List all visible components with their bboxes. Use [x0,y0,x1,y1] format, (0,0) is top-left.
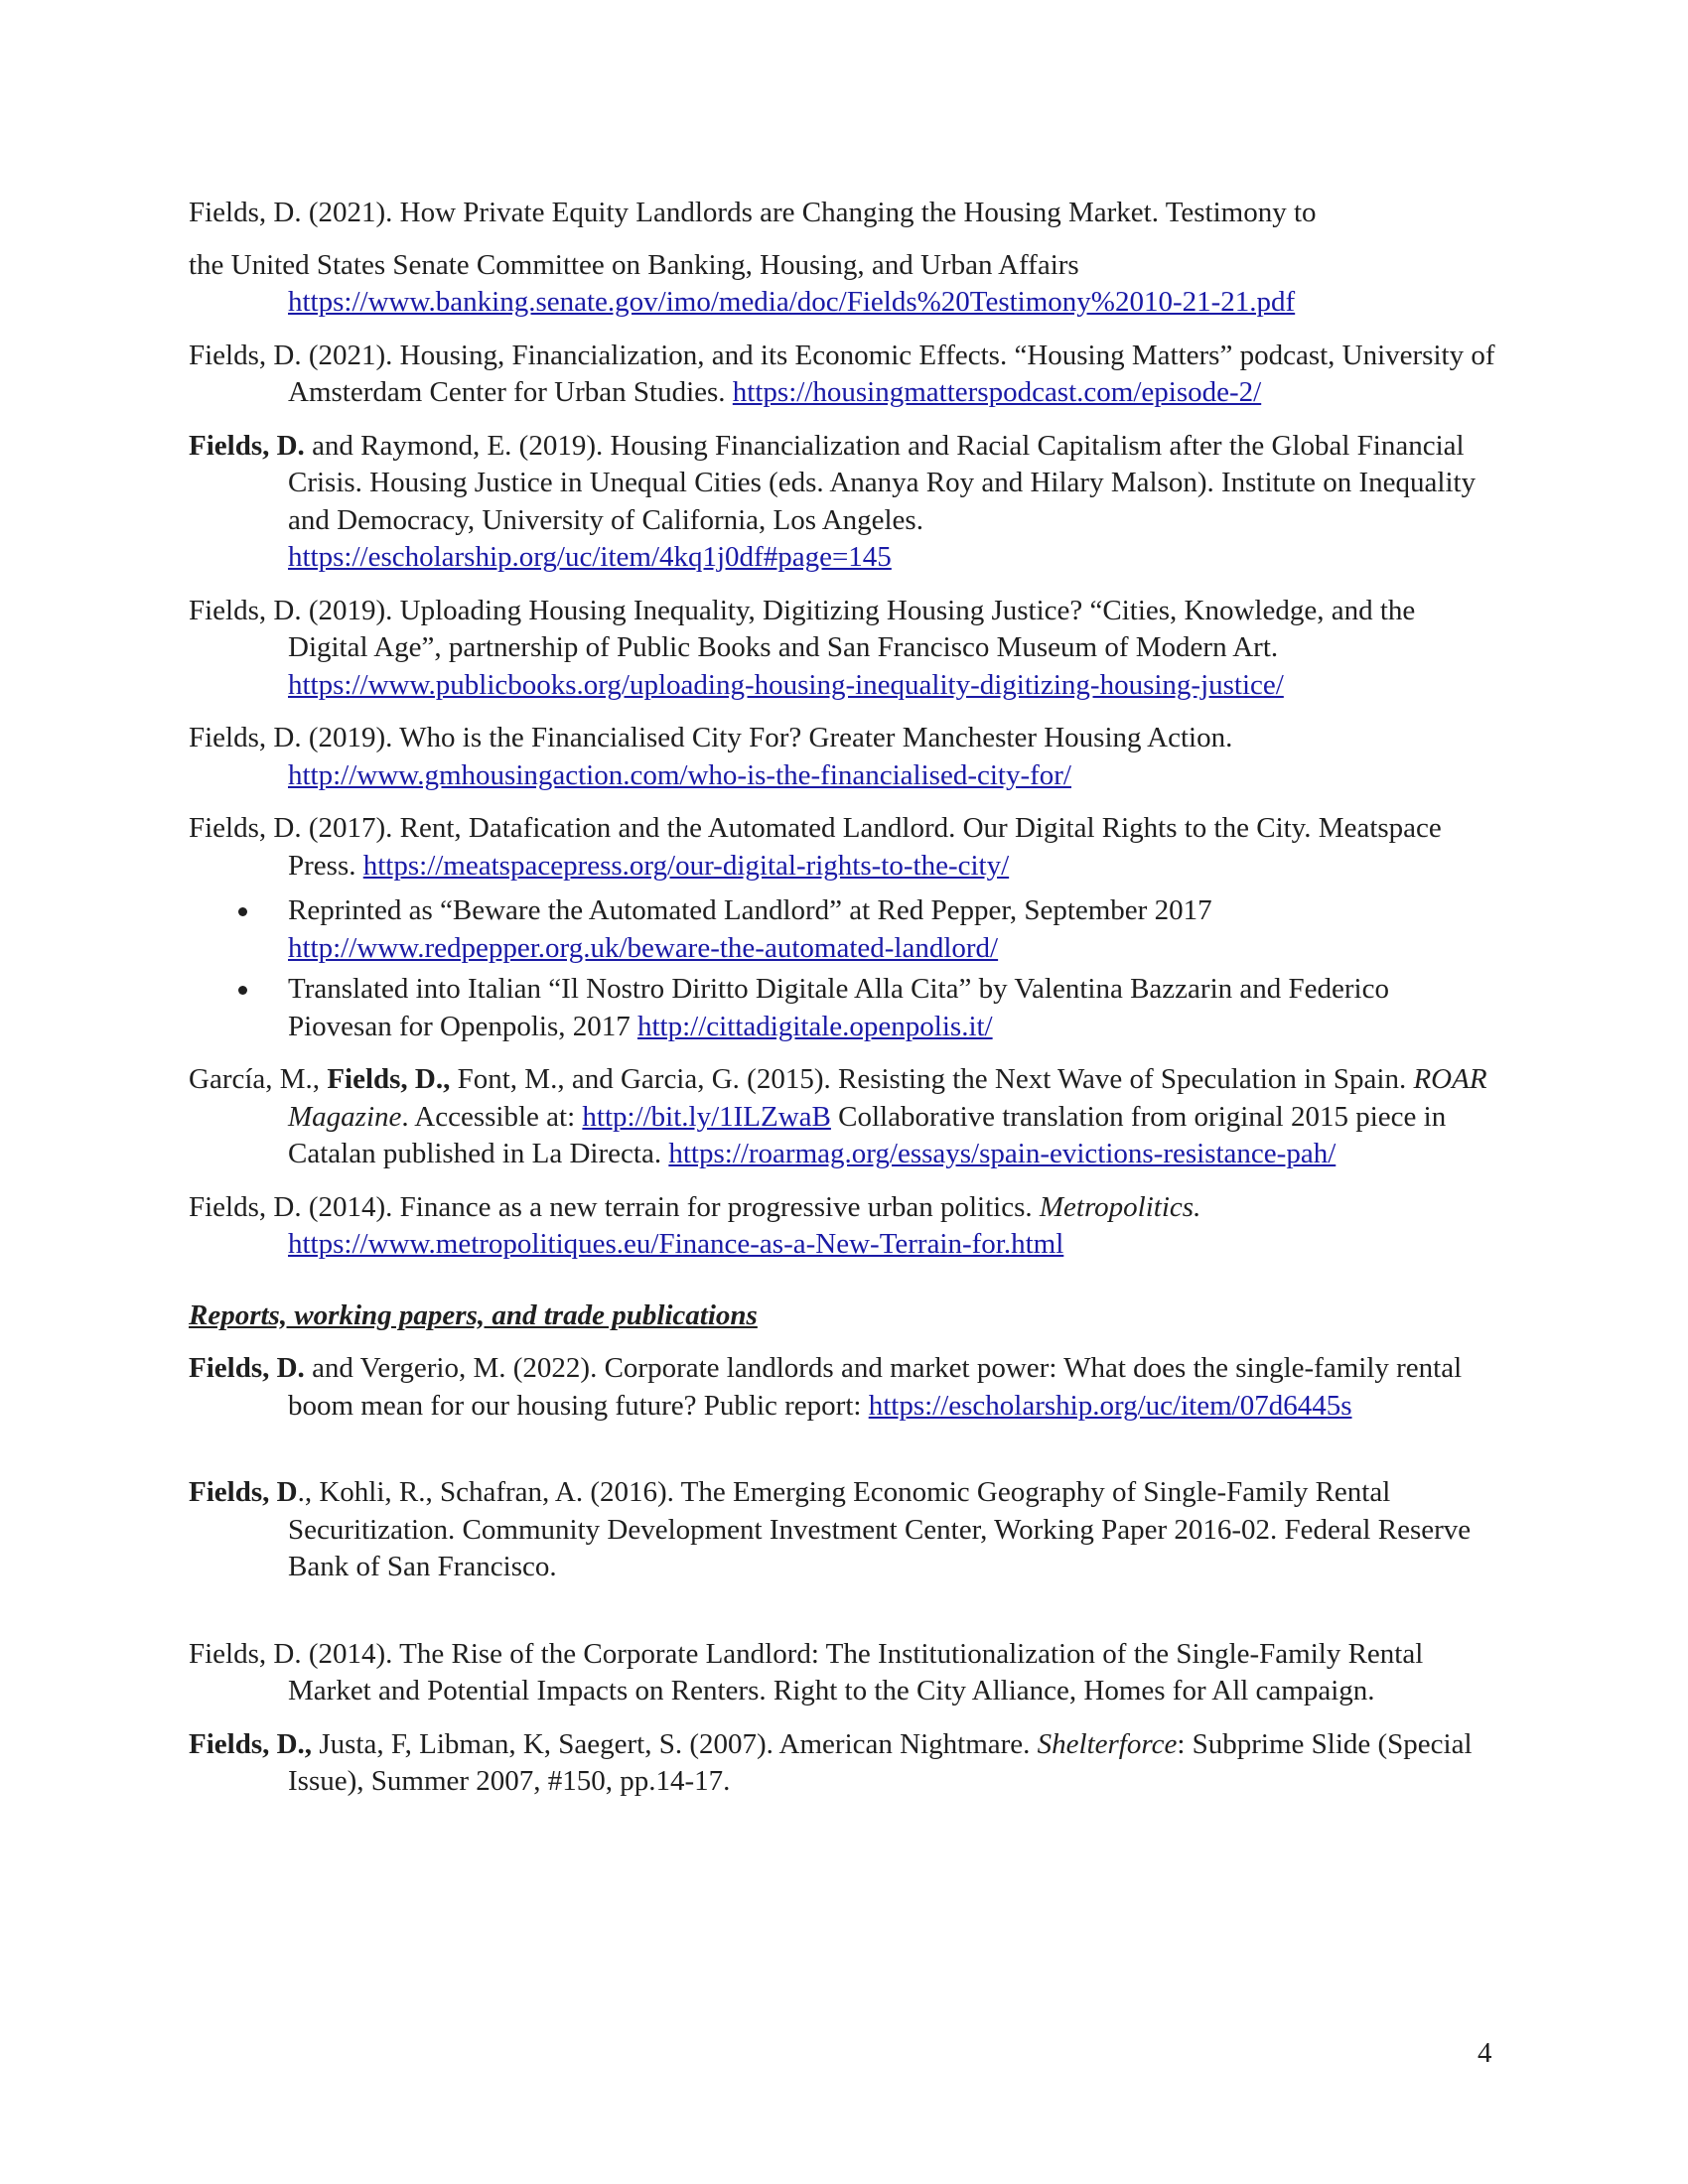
publication-entry [189,1474,1499,1586]
author: García, M., [189,1063,328,1095]
citation-link[interactable]: http://bit.ly/1ILZwaB [582,1100,831,1133]
citation-text: Justa, F, Libman, K, Saegert, S. (2007). American Nightmare. [312,1727,1038,1760]
citation-link[interactable]: https://www.metropolitiques.eu/Finance-as-a-New-Terrain-for.html [288,1228,1064,1260]
citation-text: (2021). Housing, Financialization, and its Economic Effects. “Housing Matters” podcast, University of Amsterdam Center for Urban Studies. [288,339,1495,408]
publication-entry [189,720,1499,794]
bullet-text: Translated into Italian “Il Nostro Diritto Digitale Alla Cita” by Valentina Bazzarin and Federico Piovesan for Openpolis, 2017 [288,973,1389,1042]
author-bold: Fields, D. [189,429,305,462]
publication-entry [189,1726,1499,1801]
citation-link[interactable]: http://www.redpepper.org.uk/beware-the-automated-landlord/ [288,931,999,964]
journal-title: Shelterforce [1037,1727,1178,1760]
author: Fields, D. [189,1190,302,1223]
publication-entry [189,195,1499,322]
publication-entry [189,1350,1499,1425]
publication-entry [189,338,1499,412]
author: Fields, D. [189,1637,302,1670]
author-bold: Fields, D [189,1476,298,1508]
citation-text: : Subprime Slide (Special Issue), Summer 2007, #150, pp.14-17. [288,1727,1473,1797]
publication-entry [189,1189,1499,1264]
citation-text: (2017). Rent, Datafication and the Automated Landlord. Our Digital Rights to the City. Meatspace Press. [288,812,1442,882]
bullet-icon [238,986,247,995]
list-item [189,971,1499,1045]
author-bold: Fields, D. [189,1352,305,1384]
citation-text: and Vergerio, M. (2022). Corporate landlords and market power: What does the single-family rental boom mean for our housing future? Public report: [288,1352,1463,1422]
citation-link[interactable]: https://meatspacepress.org/our-digital-rights-to-the-city/ [362,849,1010,882]
publication-entry [189,1636,1499,1710]
author: Fields, D. [189,197,302,228]
citation-link[interactable]: https://www.publicbooks.org/uploading-housing-inequality-digitizing-housing-justice/ [288,668,1284,701]
publication-entry [189,810,1499,885]
list-item [189,892,1499,967]
citation-link[interactable]: https://www.banking.senate.gov/imo/media/doc/Fields%20Testimony%2010-21-21.pdf [288,286,1296,318]
publication-entry [189,593,1499,705]
author: Fields, D. [189,594,302,626]
citation-link[interactable]: http://cittadigitale.openpolis.it/ [637,1010,993,1042]
citation-text: the United States Senate Committee on Banking, Housing, and Urban Affairs [189,248,1079,281]
document-page [189,195,1499,1817]
page-number: 4 [1477,2037,1492,2069]
section-heading: Reports, working papers, and trade publications [189,1298,758,1331]
citation-text: . Accessible at: [401,1100,583,1133]
citation-text: (2019). Who is the Financialised City For? Greater Manchester Housing Action. [301,722,1233,753]
bullet-icon [238,907,247,916]
citation-link[interactable]: https://escholarship.org/uc/item/07d6445s [868,1389,1352,1422]
author: Fields, D. [189,339,302,371]
author-bold: Fields, D., [327,1063,451,1095]
citation-text: Font, M., and Garcia, G. (2015). Resisting the Next Wave of Speculation in Spain. [450,1063,1414,1095]
citation-text: (2014). Finance as a new terrain for progressive urban politics. [301,1190,1040,1223]
bullet-text: Reprinted as “Beware the Automated Landlord” at Red Pepper, September 2017 [288,894,1212,926]
citation-text: Collaborative translation from original 2015 piece in Catalan published in La Directa. [288,1100,1447,1169]
citation-link[interactable]: https://housingmatterspodcast.com/episode-2/ [732,376,1262,408]
citation-text: (2021). How Private Equity Landlords are Changing the Housing Market. Testimony to [301,197,1317,228]
publication-entry [189,1061,1499,1173]
journal-title: ROAR Magazine [288,1063,1487,1133]
citation-text: (2014). The Rise of the Corporate Landlord: The Institutionalization of the Single-Family Rental Market and Potential Impacts on Renters. Right to the City Alliance, Homes for All campaign. [288,1637,1424,1706]
citation-text: ., Kohli, R., Schafran, A. (2016). The Emerging Economic Geography of Single-Family Rental Securitization. Community Development Investment Center, Working Paper 2016-02. Federal Reserve Bank of San Francisco. [288,1476,1472,1582]
author-bold: Fields, D., [189,1727,313,1760]
citation-text: and Raymond, E. (2019). Housing Financialization and Racial Capitalism after the Global Financial Crisis. Housing Justice in Unequal Cities (eds. Ananya Roy and Hilary Malson). Institute on Inequality and Democracy, University of California, Los Angeles. [288,429,1477,536]
citation-link[interactable]: https://roarmag.org/essays/spain-evictions-resistance-pah/ [668,1138,1336,1169]
author: Fields, D. [189,722,302,753]
citation-text: (2019). Uploading Housing Inequality, Digitizing Housing Justice? “Cities, Knowledge, and the Digital Age”, partnership of Public Books and San Francisco Museum of Modern Art. [288,594,1416,663]
publication-entry [189,428,1499,577]
bullet-list [189,892,1499,1045]
journal-title: Metropolitics. [1039,1190,1201,1223]
citation-link[interactable]: http://www.gmhousingaction.com/who-is-the-financialised-city-for/ [288,758,1071,791]
citation-link[interactable]: https://escholarship.org/uc/item/4kq1j0df#page=145 [288,541,892,573]
author: Fields, D. [189,812,302,844]
